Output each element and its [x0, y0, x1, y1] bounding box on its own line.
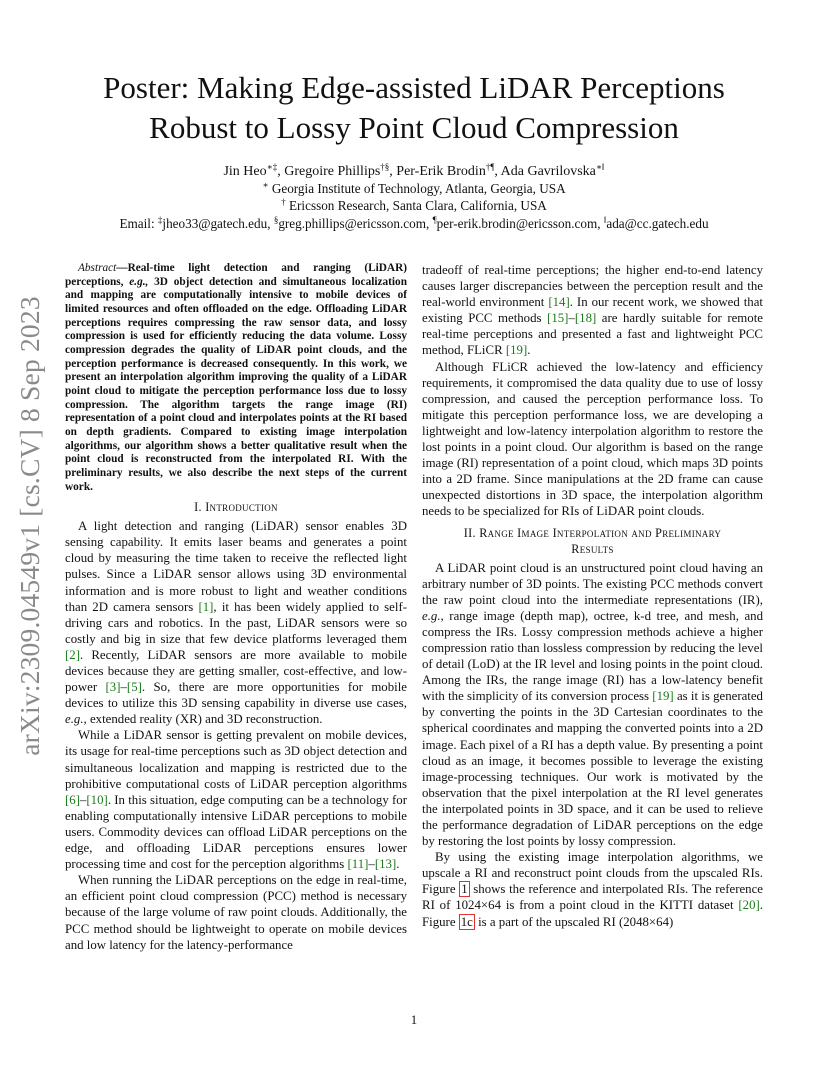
paragraph: Although FLiCR achieved the low-latency and efficiency requirements, it compromised the data quality due to use of lossy compression, and caused the perception performance loss. To mitigate this perception performance loss, we are developing a lightweight and low-latency interpolation algorithm to restore the lost points in a point cloud. Our algorithm is based on the range image (RI) representation of a point cloud, which maps 3D points into a 2D frame. Since manipulations at the 2D frame can cause unexpected distortions in 3D space, the interpolation algorithm needs to be specialized for RIs of LiDAR point clouds. [422, 359, 763, 519]
abstract: Abstract—Real-time light detection and ranging (LiDAR) perceptions, e.g., 3D object detection and simultaneous localization and mapping are computationally intensive to mobile devices of limited resources and often offloaded on the edge. Offloading LiDAR perceptions requires compressing the raw sensor data, and lossy compression is used for efficiently reducing the data volume. Lossy compression degrades the quality of LiDAR point clouds, and the perception performance is decreased consequently. In this work, we present an interpolation algorithm improving the quality of a LiDAR point cloud to mitigate the perception performance loss due to lossy compression. The algorithm targets the range image (RI) representation of a point cloud and interpolates points at the RI based on depth gradients. Compared to existing image interpolation algorithms, our algorithm shows a better qualitative result when the point cloud is reconstructed from the interpolated RI. With the preliminary results, we also describe the next steps of the current work. [65, 262, 407, 493]
email: jheo33@gatech.edu, [162, 216, 271, 231]
citation-link[interactable]: [14] [548, 295, 570, 310]
arxiv-id: arXiv:2309.04549v1 [cs.CV] 8 Sep 2023 [14, 296, 45, 756]
citation-link[interactable]: [20] [738, 898, 760, 913]
email: ada@cc.gatech.edu [606, 216, 709, 231]
affiliation-georgia: ∗ Georgia Institute of Technology, Atlanta, Georgia, USA [262, 180, 566, 196]
paragraph: By using the existing image interpolation algorithms, we upscale a RI and reconstruct point clouds from the upscaled RIs. Figure 1 shows the reference and interpolated RIs. The reference RI of 1024×64 is from a point cloud in the KITTI dataset [20]. Figure 1c is a part of the upscaled RI (2048×64) [422, 850, 764, 929]
citation-link[interactable]: [10] [86, 792, 108, 807]
page-number: 1 [410, 1013, 418, 1027]
figure-link[interactable]: 1c [460, 914, 473, 929]
citation-link[interactable]: [18] [574, 311, 597, 326]
citation-link[interactable]: [2] [65, 647, 80, 662]
paragraph: tradeoff of real-time perceptions; the higher end-to-end latency causes larger discrepancies between the perception result and the real-world environment [14]. In our recent work, we showed that existing PCC methods [15]–[18] are hardly suitable for remote real-time perceptions and presented a fast and lightweight PCC method, FLiCR [19]. [422, 263, 763, 358]
right-column [422, 262, 763, 930]
section-heading-range-image: II. Range Image Interpolation and Preliminary Results [463, 525, 722, 556]
author-mark: ∗‖ [595, 162, 605, 172]
email: per-erik.brodin@ericsson.com, [436, 216, 601, 231]
author-name: Per-Erik Brodin [396, 164, 486, 179]
title-line-1: Poster: Making Edge-assisted LiDAR Perceptions [103, 70, 725, 105]
email-line: Email: ‡jheo33@gatech.edu, §greg.phillips@ericsson.com, ¶per-erik.brodin@ericsson.com, ‖ada@cc.gatech.edu [119, 215, 709, 231]
author-name: Ada Gavrilovska [500, 164, 596, 179]
author-mark: †§ [380, 162, 390, 172]
figure-link[interactable]: 1 [461, 882, 468, 897]
author-name: Jin Heo [223, 164, 267, 179]
citation-link[interactable]: [13] [374, 857, 397, 872]
author-mark: ∗‡ [266, 162, 278, 172]
citation-link[interactable]: [5] [126, 680, 142, 695]
arxiv-watermark [10, 292, 50, 760]
left-column [65, 262, 407, 953]
paragraph: While a LiDAR sensor is getting prevalent on mobile devices, its usage for real-time perceptions such as 3D object detection and simultaneous localization and mapping is restricted due to the prohibitive computational costs of LiDAR perception algorithms [6]–[10]. In this situation, edge computing can be a technology for enabling computationally intensive LiDAR perceptions to mobile users. Commodity devices can offload LiDAR perceptions on the edge, and offloading LiDAR perceptions ensures lower processing time and cost for the perception algorithms [11]–[13]. [65, 728, 407, 872]
citation-link[interactable]: [19] [652, 689, 674, 704]
author-mark: †¶ [485, 162, 495, 172]
author-name: Gregoire Phillips [284, 164, 381, 179]
title-line-2: Robust to Lossy Point Cloud Compression [149, 110, 679, 145]
citation-link[interactable]: [3] [105, 680, 121, 695]
citation-link[interactable]: [1] [198, 599, 214, 614]
paper-title [60, 68, 768, 148]
email: greg.phillips@ericsson.com, [278, 216, 430, 231]
citation-link[interactable]: [6] [65, 792, 80, 807]
citation-link[interactable]: [19] [505, 343, 528, 358]
citation-link[interactable]: [11] [347, 857, 369, 872]
paragraph: A LiDAR point cloud is an unstructured point cloud having an arbitrary number of 3D points. The existing PCC methods convert the raw point cloud into the intermediate representations (IR), e.g., range image (depth map), octree, k-d tree, and mesh, and compress the IRs. Lossy compression methods achieve a higher compression ratio than lossless compression by reducing the level of detail (LoD) at the IR level and losing points in the point cloud. Among the IRs, the range image (RI) has a low-latency benefit with the simplicity of its conversion process [19] as it is generated by converting the points in the 3D Cartesian coordinates to the spherical coordinates and mapping the converted points into a 2D image. Each pixel of a RI has a depth value. By presenting a point cloud as an image, it becomes possible to leverage the existing image-processing techniques. Our work is motivated by the observation that the pixel interpolation at the RI level generates the interpolated points in 3D space, and it can be used to relieve the performance degradation of LiDAR perceptions on the edge by restoring the lost points by lossy compression. [422, 560, 764, 849]
paragraph: When running the LiDAR perceptions on the edge in real-time, an efficient point cloud compression (PCC) method is necessary because of the large volume of raw point clouds. Additionally, the PCC method should be lightweight to operate on mobile devices and low latency for the latency-performance [65, 873, 407, 952]
author-list: Jin Heo∗‡, Gregoire Phillips†§, Per-Erik Brodin†¶, Ada Gavrilovska∗‖ [223, 162, 605, 179]
affiliation-ericsson: † Ericsson Research, Santa Clara, California, USA [281, 197, 547, 213]
paragraph: A light detection and ranging (LiDAR) sensor enables 3D sensing capability. It emits laser beams and generates a point cloud by measuring the time taken to receive the reflected light pulses. Since a LiDAR sensor allows using 3D environmental information and is more robust to light and weather conditions than 2D camera sensors [1], it has been widely applied to self-driving cars and robotics. In the past, LiDAR sensors were so costly and big in size that few device platforms leveraged them [2]. Recently, LiDAR sensors are more available to mobile devices because they are getting smaller, cost-effective, and low-power [3]–[5]. So, there are more opportunities for mobile devices to utilize this 3D sensing capability in diverse use cases, e.g., extended reality (XR) and 3D reconstruction. [65, 519, 407, 727]
section-heading-introduction: I. Introduction [194, 500, 278, 515]
citation-link[interactable]: [15] [547, 311, 569, 326]
